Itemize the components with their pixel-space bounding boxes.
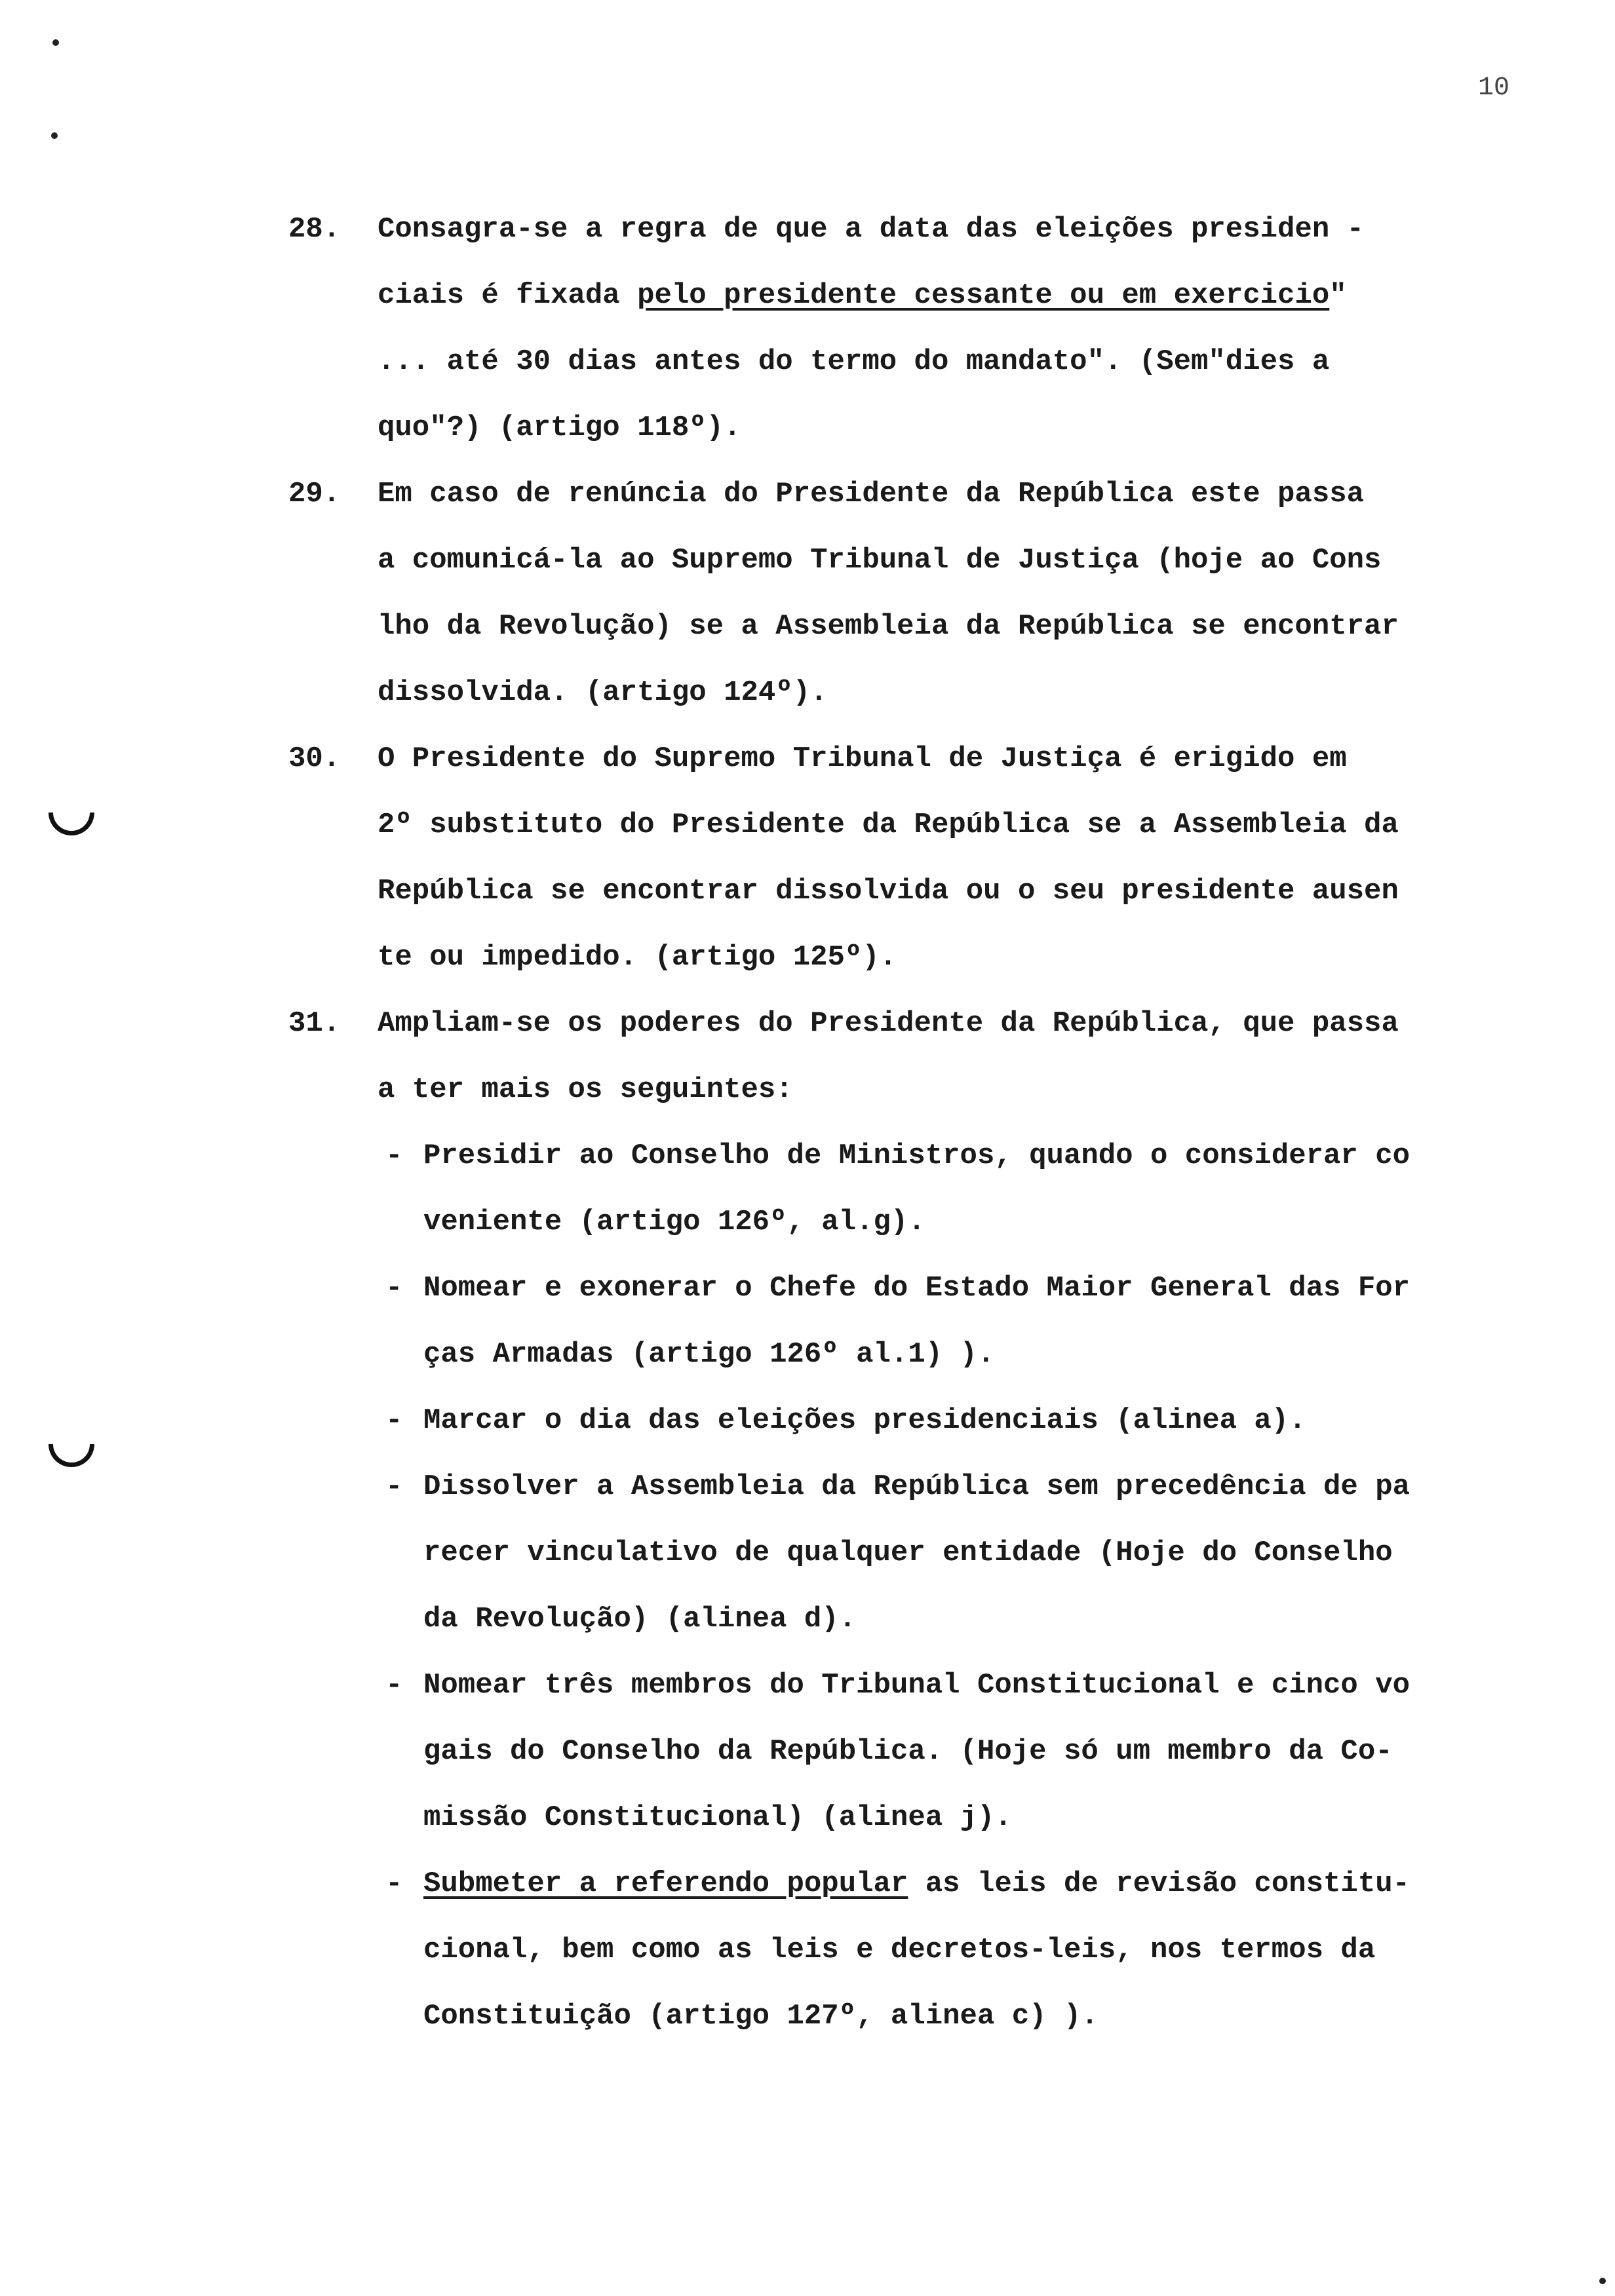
text-line: lho da Revolução) se a Assembleia da República se encontrar (378, 610, 1399, 643)
text-fragment: " (1329, 279, 1347, 312)
text-line (378, 263, 1560, 329)
list-dash: - (385, 1470, 403, 1503)
text-line: Nomear três membros do Tribunal Constitucional e cinco vo (423, 1669, 1411, 1702)
paragraph-28 (288, 197, 1560, 461)
text-line: te ou impedido. (artigo 125º). (378, 941, 897, 974)
text-line: O Presidente do Supremo Tribunal de Justiça é erigido em (378, 742, 1347, 775)
text-line: cional, bem como as leis e decretos-leis, nos termos da (423, 1934, 1376, 1966)
list-item (288, 1123, 1560, 1255)
text-line: gais do Conselho da República. (Hoje só um membro da Co- (423, 1735, 1393, 1768)
text-line: recer vinculativo de qualquer entidade (Hoje do Conselho (423, 1537, 1393, 1569)
text-line (423, 1851, 1560, 1917)
punch-hole-mark (49, 813, 94, 835)
text-line: Marcar o dia das eleições presidenciais (alinea a). (423, 1404, 1306, 1437)
punch-hole-mark (49, 1444, 94, 1467)
text-fragment: as leis de revisão constitu- (908, 1867, 1411, 1900)
underlined-phrase: pelo presidente cessante ou em exercicio (637, 279, 1330, 312)
paragraph-number: 29. (288, 478, 341, 510)
text-line: da Revolução) (alinea d). (423, 1603, 857, 1636)
text-fragment: ciais é fixada (378, 279, 638, 312)
list-dash: - (385, 1404, 403, 1437)
scan-speck (52, 39, 59, 46)
list-item (288, 1255, 1560, 1388)
text-line: quo"?) (artigo 118º). (378, 411, 741, 444)
paragraph-number: 28. (288, 213, 341, 246)
list-dash: - (385, 1272, 403, 1305)
paragraph-31 (288, 991, 1560, 1123)
text-line: Constituição (artigo 127º, alinea c) ). (423, 2000, 1099, 2033)
text-line: Consagra-se a regra de que a data das eleições presiden - (378, 213, 1365, 246)
text-line: dissolvida. (artigo 124º). (378, 676, 828, 709)
list-dash: - (385, 1139, 403, 1172)
text-line: Presidir ao Conselho de Ministros, quando o considerar co (423, 1139, 1411, 1172)
list-item (288, 1851, 1560, 2050)
list-dash: - (385, 1669, 403, 1702)
text-line: República se encontrar dissolvida ou o seu presidente ausen (378, 875, 1399, 908)
text-line: ças Armadas (artigo 126º al.1) ). (423, 1338, 995, 1371)
text-line: ... até 30 dias antes do termo do mandato". (Sem"dies a (378, 345, 1330, 378)
text-line: Nomear e exonerar o Chefe do Estado Maior General das For (423, 1272, 1411, 1305)
page-number: 10 (1478, 73, 1510, 103)
text-line: a ter mais os seguintes: (378, 1073, 793, 1106)
text-line: 2º substituto do Presidente da República se a Assembleia da (378, 809, 1399, 841)
paragraph-30 (288, 726, 1560, 991)
list-item (288, 1454, 1560, 1653)
scan-speck (51, 132, 58, 139)
list-item (288, 1653, 1560, 1851)
text-line: Em caso de renúncia do Presidente da República este passa (378, 478, 1365, 510)
scan-speck (1599, 2278, 1606, 2284)
text-line: missão Constitucional) (alinea j). (423, 1801, 1012, 1834)
text-line: a comunicá-la ao Supremo Tribunal de Justiça (hoje ao Cons (378, 544, 1382, 577)
paragraph-number: 30. (288, 742, 341, 775)
list-item (288, 1388, 1560, 1454)
paragraph-29 (288, 461, 1560, 726)
underlined-phrase: Submeter a referendo popular (423, 1867, 908, 1900)
text-line: Dissolver a Assembleia da República sem precedência de pa (423, 1470, 1411, 1503)
text-line: Ampliam-se os poderes do Presidente da República, que passa (378, 1007, 1399, 1040)
list-dash: - (385, 1867, 403, 1900)
document-body (288, 197, 1560, 2050)
text-line: veniente (artigo 126º, al.g). (423, 1206, 925, 1238)
paragraph-number: 31. (288, 1007, 341, 1040)
